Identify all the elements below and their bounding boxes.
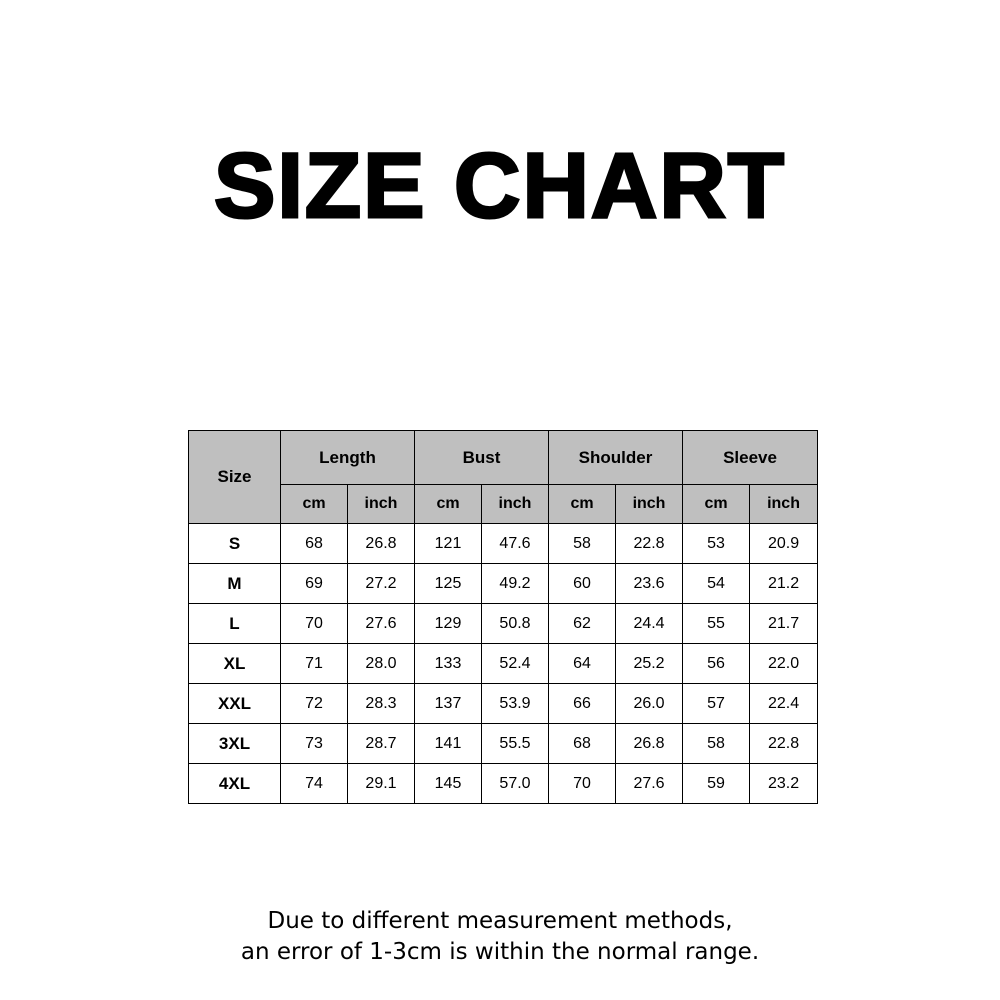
unit-header: cm [415,485,482,524]
table-row [189,564,818,604]
measurement-cell: 47.6 [482,524,549,564]
unit-header: inch [482,485,549,524]
measurement-cell: 129 [415,604,482,644]
measurement-cell: 24.4 [616,604,683,644]
measurement-cell: 52.4 [482,644,549,684]
size-cell: XXL [189,684,281,724]
measurement-cell: 26.8 [348,524,415,564]
table-row [189,604,818,644]
measurement-cell: 23.2 [750,764,818,804]
measurement-cell: 59 [683,764,750,804]
measurement-cell: 55.5 [482,724,549,764]
table-row [189,524,818,564]
size-header: Size [189,431,281,524]
measurement-cell: 28.3 [348,684,415,724]
measurement-cell: 58 [683,724,750,764]
measurement-cell: 53.9 [482,684,549,724]
measurement-cell: 21.7 [750,604,818,644]
measurement-cell: 72 [281,684,348,724]
group-header-sleeve: Sleeve [683,431,818,485]
size-cell: 3XL [189,724,281,764]
header-group-row [189,431,818,485]
measurement-cell: 133 [415,644,482,684]
measurement-cell: 68 [549,724,616,764]
size-cell: XL [189,644,281,684]
measurement-cell: 64 [549,644,616,684]
measurement-cell: 22.8 [750,724,818,764]
unit-header: cm [683,485,750,524]
measurement-cell: 22.8 [616,524,683,564]
measurement-cell: 28.7 [348,724,415,764]
note-line-1: Due to different measurement methods, [267,908,733,934]
unit-header: inch [616,485,683,524]
measurement-cell: 56 [683,644,750,684]
measurement-cell: 27.2 [348,564,415,604]
measurement-cell: 29.1 [348,764,415,804]
measurement-cell: 57.0 [482,764,549,804]
table-row [189,764,818,804]
measurement-cell: 70 [549,764,616,804]
measurement-cell: 68 [281,524,348,564]
group-header-length: Length [281,431,415,485]
measurement-cell: 137 [415,684,482,724]
page-title: SIZE CHART [214,135,786,237]
measurement-cell: 26.8 [616,724,683,764]
table-body [189,524,818,804]
measurement-cell: 50.8 [482,604,549,644]
measurement-cell: 26.0 [616,684,683,724]
table-header [189,431,818,524]
measurement-cell: 23.6 [616,564,683,604]
note-line-2: an error of 1-3cm is within the normal range. [240,939,760,965]
unit-header: cm [281,485,348,524]
measurement-cell: 125 [415,564,482,604]
measurement-cell: 74 [281,764,348,804]
size-cell: M [189,564,281,604]
measurement-cell: 73 [281,724,348,764]
table-row [189,724,818,764]
measurement-cell: 57 [683,684,750,724]
measurement-cell: 22.0 [750,644,818,684]
size-cell: L [189,604,281,644]
measurement-cell: 69 [281,564,348,604]
measurement-cell: 54 [683,564,750,604]
measurement-cell: 55 [683,604,750,644]
measurement-cell: 145 [415,764,482,804]
measurement-cell: 28.0 [348,644,415,684]
measurement-cell: 66 [549,684,616,724]
measurement-cell: 27.6 [348,604,415,644]
unit-header: inch [348,485,415,524]
table-row [189,644,818,684]
table-row [189,684,818,724]
measurement-cell: 60 [549,564,616,604]
measurement-cell: 27.6 [616,764,683,804]
measurement-cell: 53 [683,524,750,564]
measurement-cell: 21.2 [750,564,818,604]
size-chart-table [188,430,818,804]
group-header-bust: Bust [415,431,549,485]
measurement-cell: 49.2 [482,564,549,604]
measurement-cell: 62 [549,604,616,644]
measurement-cell: 70 [281,604,348,644]
group-header-shoulder: Shoulder [549,431,683,485]
measurement-cell: 20.9 [750,524,818,564]
measurement-cell: 71 [281,644,348,684]
unit-header: inch [750,485,818,524]
size-cell: 4XL [189,764,281,804]
header-unit-row [189,485,818,524]
measurement-cell: 121 [415,524,482,564]
measurement-cell: 22.4 [750,684,818,724]
measurement-cell: 141 [415,724,482,764]
measurement-note [0,906,1000,968]
measurement-cell: 58 [549,524,616,564]
size-cell: S [189,524,281,564]
measurement-cell: 25.2 [616,644,683,684]
unit-header: cm [549,485,616,524]
